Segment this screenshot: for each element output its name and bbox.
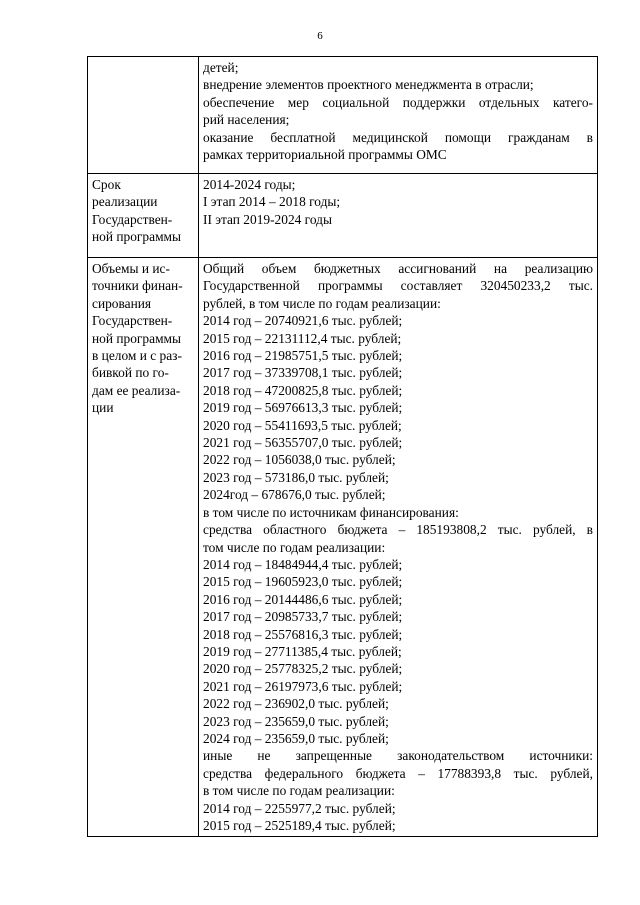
- term-label-line: Государствен-: [92, 211, 173, 227]
- term-line: II этап 2019-2024 годы: [203, 211, 332, 227]
- term-row: [88, 174, 598, 258]
- funding-intro-line: Государственной программы составляет 320450233,2 тыс.: [203, 278, 593, 294]
- tasks-row: [88, 57, 598, 174]
- regional-year-line: 2023 год – 235659,0 тыс. рублей;: [203, 713, 389, 729]
- tasks-label-cell: [88, 57, 199, 174]
- funding-label-line: точники финан-: [92, 278, 183, 294]
- funding-content-cell: [199, 258, 598, 837]
- total-year-line: 2024год – 678676,0 тыс. рублей;: [203, 487, 386, 503]
- total-year-line: 2023 год – 573186,0 тыс. рублей;: [203, 469, 389, 485]
- term-label-line: ной программы: [92, 229, 182, 245]
- total-year-line: 2016 год – 21985751,5 тыс. рублей;: [203, 348, 403, 364]
- funding-label-line: ной программы: [92, 330, 182, 346]
- other-sources-line: иные не запрещенные законодательством источники:: [203, 748, 593, 764]
- term-label-line: реализации: [92, 194, 158, 210]
- funding-label-line: Государствен-: [92, 313, 173, 329]
- regional-year-line: 2014 год – 18484944,4 тыс. рублей;: [203, 556, 403, 572]
- total-year-line: 2017 год – 37339708,1 тыс. рублей;: [203, 365, 403, 381]
- task-line: внедрение элементов проектного менеджмента в отрасли;: [203, 77, 534, 93]
- total-year-line: 2019 год – 56976613,3 тыс. рублей;: [203, 400, 403, 416]
- task-line: обеспечение мер социальной поддержки отдельных катего-: [203, 94, 593, 110]
- federal-year-line: 2014 год – 2255977,2 тыс. рублей;: [203, 800, 396, 816]
- regional-year-line: 2024 год – 235659,0 тыс. рублей;: [203, 730, 389, 746]
- federal-year-line: 2015 год – 2525189,4 тыс. рублей;: [203, 818, 396, 833]
- regional-budget-line: средства областного бюджета – 185193808,2 тыс. рублей, в: [203, 522, 593, 538]
- regional-budget-line: том числе по годам реализации:: [203, 539, 386, 555]
- page-number: 6: [317, 30, 323, 42]
- term-line: 2014-2024 годы;: [203, 177, 296, 192]
- regional-year-line: 2017 год – 20985733,7 тыс. рублей;: [203, 609, 403, 625]
- total-year-line: 2018 год – 47200825,8 тыс. рублей;: [203, 382, 403, 398]
- total-year-line: 2021 год – 56355707,0 тыс. рублей;: [203, 435, 403, 451]
- sources-heading: в том числе по источникам финансирования:: [203, 504, 459, 520]
- regional-year-line: 2019 год – 27711385,4 тыс. рублей;: [203, 643, 402, 659]
- funding-label-line: дам ее реализа-: [92, 382, 181, 398]
- funding-intro-line: Общий объем бюджетных ассигнований на реализацию: [203, 261, 593, 276]
- total-year-line: 2015 год – 22131112,4 тыс. рублей;: [203, 330, 402, 346]
- funding-label-cell: [88, 258, 199, 837]
- regional-year-line: 2015 год – 19605923,0 тыс. рублей;: [203, 574, 403, 590]
- regional-year-line: 2021 год – 26197973,6 тыс. рублей;: [203, 678, 403, 694]
- funding-label-line: бивкой по го-: [92, 365, 169, 381]
- funding-label-line: сирования: [92, 295, 152, 311]
- term-line: I этап 2014 – 2018 годы;: [203, 194, 341, 210]
- funding-intro-line: рублей, в том числе по годам реализации:: [203, 295, 441, 311]
- federal-budget-line: в том числе по годам реализации:: [203, 783, 395, 799]
- task-line: оказание бесплатной медицинской помощи гражданам в: [203, 129, 593, 145]
- tasks-content-cell: [199, 57, 598, 174]
- regional-year-line: 2020 год – 25778325,2 тыс. рублей;: [203, 661, 403, 677]
- funding-label-line: ции: [92, 400, 114, 416]
- funding-row: [88, 258, 598, 837]
- total-year-line: 2020 год – 55411693,5 тыс. рублей;: [203, 417, 402, 433]
- task-line: рамках территориальной программы ОМС: [203, 147, 447, 163]
- funding-label-line: в целом и с раз-: [92, 348, 182, 364]
- term-label-line: Срок: [92, 177, 121, 192]
- passport-table: [87, 56, 598, 837]
- regional-year-line: 2022 год – 236902,0 тыс. рублей;: [203, 696, 389, 712]
- task-line: детей;: [203, 60, 239, 75]
- regional-year-line: 2018 год – 25576816,3 тыс. рублей;: [203, 626, 403, 642]
- term-content-cell: [199, 174, 598, 258]
- total-year-line: 2022 год – 1056038,0 тыс. рублей;: [203, 452, 396, 468]
- term-label-cell: [88, 174, 199, 258]
- funding-label-line: Объемы и ис-: [92, 261, 170, 276]
- regional-year-line: 2016 год – 20144486,6 тыс. рублей;: [203, 591, 403, 607]
- total-year-line: 2014 год – 20740921,6 тыс. рублей;: [203, 313, 403, 329]
- task-line: рий населения;: [203, 112, 290, 128]
- federal-budget-line: средства федерального бюджета – 17788393,8 тыс. рублей,: [203, 765, 593, 781]
